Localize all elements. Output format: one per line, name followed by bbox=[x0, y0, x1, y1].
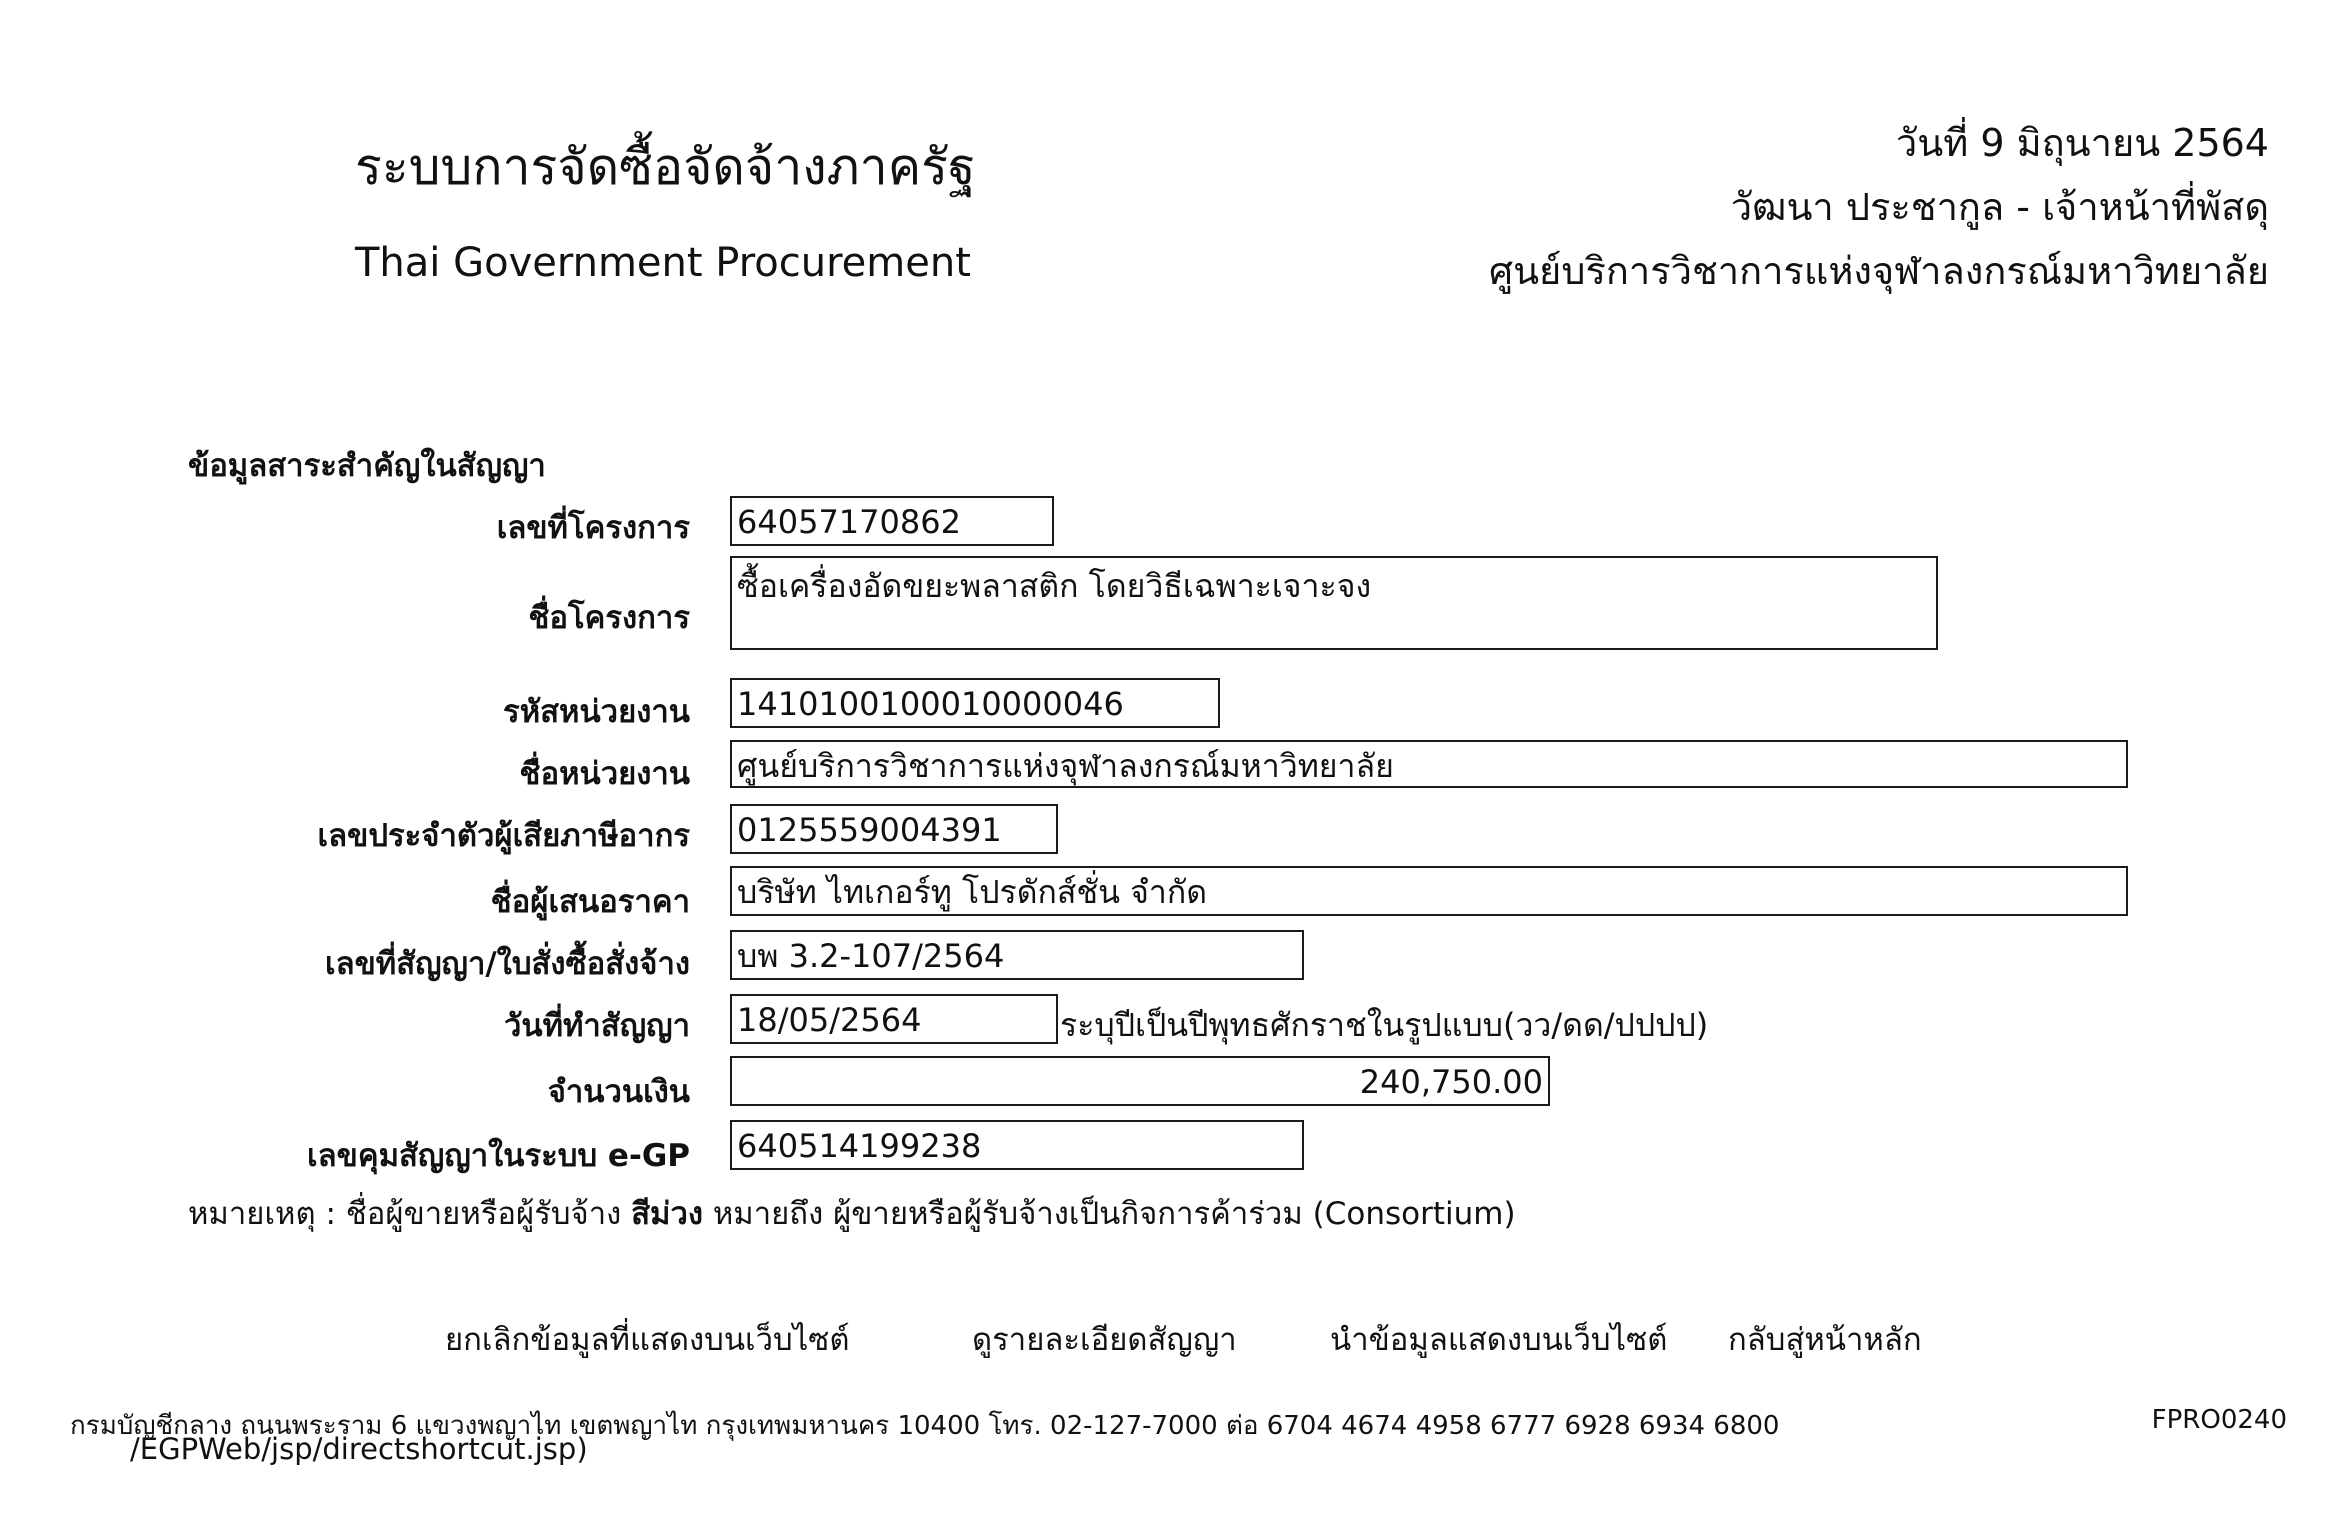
project-name-label: ชื่อโครงการ bbox=[528, 600, 690, 636]
publish-to-website-link[interactable]: นำข้อมูลแสดงบนเว็บไซต์ bbox=[1330, 1322, 1668, 1358]
bidder-field[interactable]: บริษัท ไทเกอร์ทู โปรดักส์ชั่น จำกัด bbox=[730, 866, 2128, 916]
note-prefix: หมายเหตุ : ชื่อผู้ขายหรือผู้รับจ้าง bbox=[188, 1196, 632, 1232]
system-title-en: Thai Government Procurement bbox=[355, 240, 971, 286]
tax-id-field[interactable]: 0125559004391 bbox=[730, 804, 1058, 854]
bidder-label: ชื่อผู้เสนอราคา bbox=[490, 884, 690, 920]
contract-date-hint: ระบุปีเป็นปีพุทธศักราชในรูปแบบ(วว/ดด/ปปปป) bbox=[1060, 1006, 1709, 1044]
back-to-home-link[interactable]: กลับสู่หน้าหลัก bbox=[1728, 1322, 1922, 1358]
agency-code-field[interactable]: 1410100100010000046 bbox=[730, 678, 1220, 728]
system-title-th: ระบบการจัดซื้อจัดจ้างภาครัฐ bbox=[355, 138, 976, 196]
amount-label: จำนวนเงิน bbox=[547, 1074, 690, 1110]
contract-no-field[interactable]: บพ 3.2-107/2564 bbox=[730, 930, 1304, 980]
consortium-note bbox=[188, 1188, 1516, 1238]
section-title: ข้อมูลสาระสำคัญในสัญญา bbox=[188, 448, 546, 484]
project-name-field[interactable]: ซื้อเครื่องอัดขยะพลาสติก โดยวิธีเฉพาะเจาะจง bbox=[730, 556, 1938, 650]
amount-field[interactable]: 240,750.00 bbox=[730, 1056, 1550, 1106]
project-no-field[interactable]: 64057170862 bbox=[730, 496, 1054, 546]
contract-date-label: วันที่ทำสัญญา bbox=[503, 1008, 690, 1044]
agency-name-field[interactable]: ศูนย์บริการวิชาการแห่งจุฬาลงกรณ์มหาวิทยาลัย bbox=[730, 740, 2128, 788]
project-no-label: เลขที่โครงการ bbox=[496, 510, 690, 546]
contract-no-label: เลขที่สัญญา/ใบสั่งซื้อสั่งจ้าง bbox=[325, 946, 690, 982]
footer-url: /EGPWeb/jsp/directshortcut.jsp) bbox=[130, 1432, 588, 1466]
note-suffix: หมายถึง ผู้ขายหรือผู้รับจ้างเป็นกิจการค้าร่วม (Consortium) bbox=[703, 1196, 1516, 1232]
egp-no-field[interactable]: 640514199238 bbox=[730, 1120, 1304, 1170]
contract-date-field[interactable]: 18/05/2564 bbox=[730, 994, 1058, 1044]
tax-id-label: เลขประจำตัวผู้เสียภาษีอากร bbox=[317, 818, 690, 854]
egp-no-label: เลขคุมสัญญาในระบบ e-GP bbox=[307, 1138, 690, 1174]
footer-address: กรมบัญชีกลาง ถนนพระราม 6 แขวงพญาไท เขตพญาไท กรุงเทพมหานคร 10400 โทร. 02-127-7000 ต่อ 6704 4674 4958 6777 6928 6934 6800 bbox=[70, 1411, 1780, 1441]
agency-code-label: รหัสหน่วยงาน bbox=[503, 694, 690, 730]
note-highlight: สีม่วง bbox=[631, 1196, 704, 1232]
view-contract-details-link[interactable]: ดูรายละเอียดสัญญา bbox=[972, 1322, 1237, 1358]
header-organization: ศูนย์บริการวิชาการแห่งจุฬาลงกรณ์มหาวิทยาลัย bbox=[1488, 249, 2269, 293]
footer-page-code: FPRO0240 bbox=[2151, 1405, 2287, 1435]
header-officer: วัฒนา ประชากูล - เจ้าหน้าที่พัสดุ bbox=[1730, 185, 2269, 229]
header-date: วันที่ 9 มิถุนายน 2564 bbox=[1895, 121, 2269, 165]
agency-name-label: ชื่อหน่วยงาน bbox=[519, 756, 690, 792]
cancel-publication-link[interactable]: ยกเลิกข้อมูลที่แสดงบนเว็บไซต์ bbox=[445, 1322, 850, 1358]
